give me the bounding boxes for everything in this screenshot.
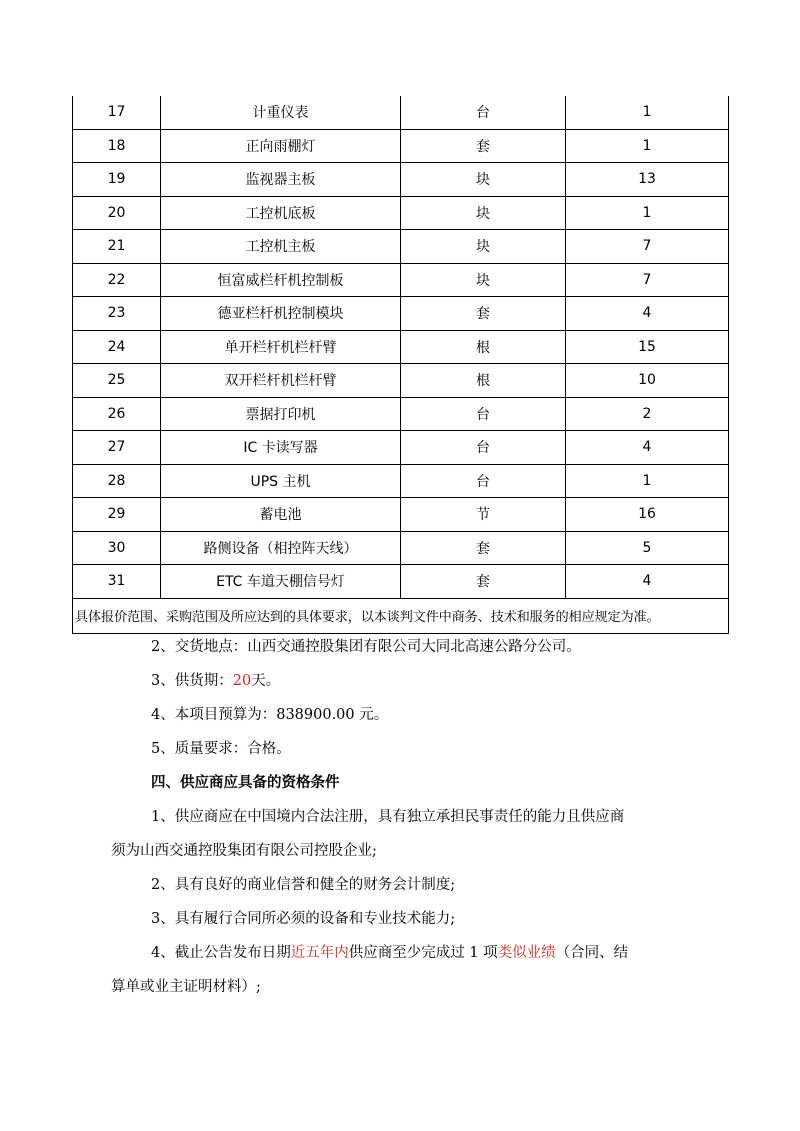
item-quantity: 15 xyxy=(566,330,729,364)
table-row xyxy=(73,531,729,565)
delivery-location: 2、交货地点：山西交通控股集团有限公司大同北高速公路分公司。 xyxy=(151,639,581,655)
item-name: 正向雨棚灯 xyxy=(161,129,401,163)
item-quantity: 1 xyxy=(566,96,729,129)
item-quantity: 1 xyxy=(566,196,729,230)
item-unit: 节 xyxy=(401,498,566,532)
item-name: 路侧设备（相控阵天线） xyxy=(161,531,401,565)
qualification-1-line-2: 须为山西交通控股集团有限公司控股企业; xyxy=(111,843,377,859)
item-name: 工控机主板 xyxy=(161,230,401,264)
item-quantity: 13 xyxy=(566,163,729,197)
item-quantity: 5 xyxy=(566,531,729,565)
item-unit: 套 xyxy=(401,531,566,565)
item-quantity: 7 xyxy=(566,230,729,264)
item-quantity: 4 xyxy=(566,431,729,465)
delivery-period: 3、供货期：20天。 xyxy=(151,673,281,689)
item-name: IC 卡读写器 xyxy=(161,431,401,465)
item-unit: 台 xyxy=(401,397,566,431)
item-number: 29 xyxy=(73,498,161,532)
table-row xyxy=(73,464,729,498)
item-number: 26 xyxy=(73,397,161,431)
table-row xyxy=(73,230,729,264)
item-quantity: 2 xyxy=(566,397,729,431)
item-quantity: 4 xyxy=(566,297,729,331)
item-quantity: 10 xyxy=(566,364,729,398)
item-name: 监视器主板 xyxy=(161,163,401,197)
item-unit: 块 xyxy=(401,196,566,230)
table-row xyxy=(73,498,729,532)
table-row xyxy=(73,163,729,197)
table-row xyxy=(73,431,729,465)
item-number: 28 xyxy=(73,464,161,498)
highlight-similar-performance: 类似业绩 xyxy=(497,945,556,961)
procurement-items-table xyxy=(72,96,729,634)
item-unit: 台 xyxy=(401,464,566,498)
table-body xyxy=(73,96,729,633)
table-row xyxy=(73,96,729,129)
item-unit: 根 xyxy=(401,364,566,398)
item-unit: 块 xyxy=(401,230,566,264)
section-heading: 四、供应商应具备的资格条件 xyxy=(151,774,340,791)
item-name: 蓄电池 xyxy=(161,498,401,532)
quality-requirement: 5、质量要求：合格。 xyxy=(151,741,291,757)
table-row xyxy=(73,297,729,331)
item-name: 票据打印机 xyxy=(161,397,401,431)
item-number: 30 xyxy=(73,531,161,565)
item-name: ETC 车道天棚信号灯 xyxy=(161,565,401,599)
item-quantity: 4 xyxy=(566,565,729,599)
item-unit: 块 xyxy=(401,263,566,297)
highlight-five-years: 近五年内 xyxy=(290,945,349,961)
item-unit: 块 xyxy=(401,163,566,197)
item-quantity: 7 xyxy=(566,263,729,297)
item-number: 21 xyxy=(73,230,161,264)
item-number: 23 xyxy=(73,297,161,331)
item-name: 单开栏杆机栏杆臂 xyxy=(161,330,401,364)
item-number: 27 xyxy=(73,431,161,465)
item-unit: 套 xyxy=(401,297,566,331)
item-unit: 套 xyxy=(401,565,566,599)
item-number: 25 xyxy=(73,364,161,398)
table-row xyxy=(73,196,729,230)
item-number: 20 xyxy=(73,196,161,230)
delivery-days: 20 xyxy=(232,673,252,689)
qualification-2: 2、具有良好的商业信誉和健全的财务会计制度; xyxy=(151,877,456,893)
item-name: 恒富威栏杆机控制板 xyxy=(161,263,401,297)
table-row xyxy=(73,330,729,364)
qualification-1-line-1: 1、供应商应在中国境内合法注册，具有独立承担民事责任的能力且供应商 xyxy=(151,809,625,825)
item-number: 19 xyxy=(73,163,161,197)
item-name: 计重仪表 xyxy=(161,96,401,129)
item-number: 24 xyxy=(73,330,161,364)
item-unit: 套 xyxy=(401,129,566,163)
qualification-3: 3、具有履行合同所必须的设备和专业技术能力; xyxy=(151,911,456,927)
table-row xyxy=(73,263,729,297)
item-name: 德亚栏杆机控制模块 xyxy=(161,297,401,331)
item-quantity: 1 xyxy=(566,464,729,498)
item-name: 双开栏杆机栏杆臂 xyxy=(161,364,401,398)
item-number: 18 xyxy=(73,129,161,163)
item-unit: 台 xyxy=(401,431,566,465)
item-number: 17 xyxy=(73,96,161,129)
table-note: 具体报价范围、采购范围及所应达到的具体要求，以本谈判文件中商务、技术和服务的相应规定为准。 xyxy=(73,598,729,633)
table-row xyxy=(73,397,729,431)
item-number: 22 xyxy=(73,263,161,297)
item-unit: 根 xyxy=(401,330,566,364)
item-unit: 台 xyxy=(401,96,566,129)
qualification-4-line-1: 4、截止公告发布日期近五年内供应商至少完成过 1 项类似业绩（合同、结 xyxy=(151,945,629,961)
table-row xyxy=(73,129,729,163)
item-name: UPS 主机 xyxy=(161,464,401,498)
item-quantity: 16 xyxy=(566,498,729,532)
item-quantity: 1 xyxy=(566,129,729,163)
table-row xyxy=(73,565,729,599)
item-name: 工控机底板 xyxy=(161,196,401,230)
qualification-4-line-2: 算单或业主证明材料）; xyxy=(111,979,261,995)
project-budget: 4、本项目预算为：838900.00 元。 xyxy=(151,707,389,723)
item-number: 31 xyxy=(73,565,161,599)
table-note-row xyxy=(73,598,729,633)
table-row xyxy=(73,364,729,398)
